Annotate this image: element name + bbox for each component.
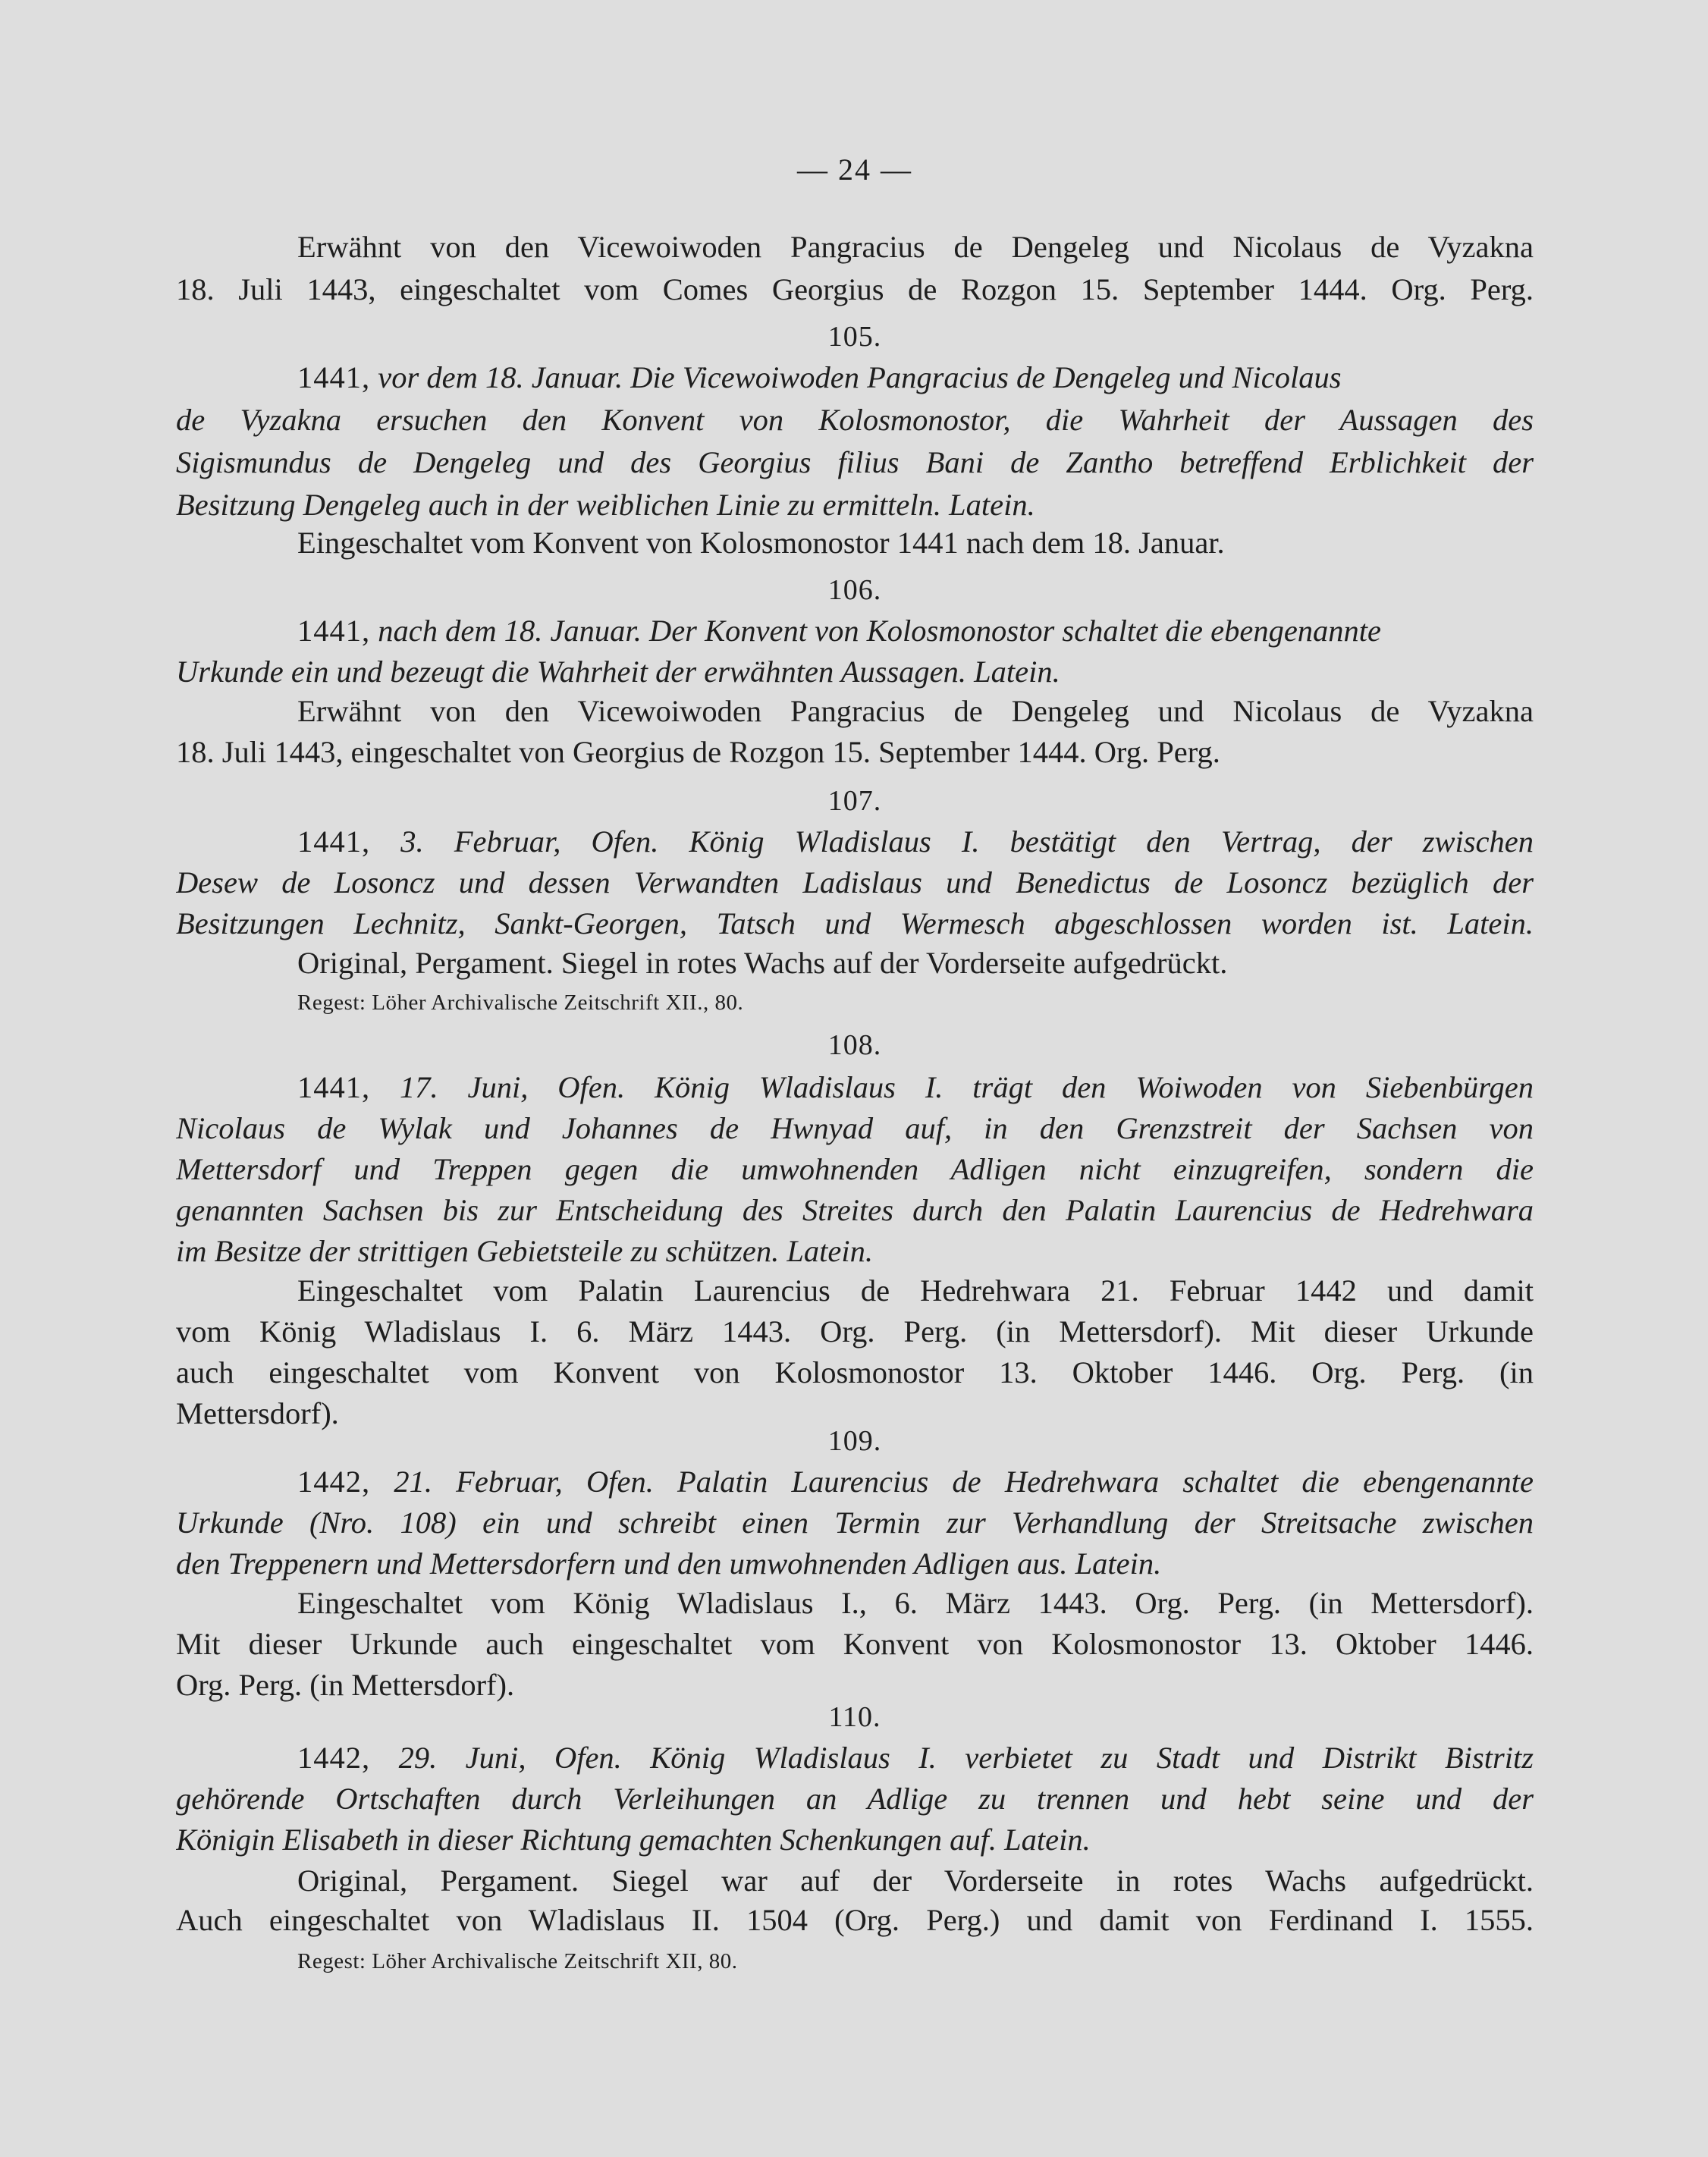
entry-summary-line: im Besitze der strittigen Gebietsteile zu schützen. Latein. <box>176 1234 874 1268</box>
entry-summary-start: Palatin Laurencius de Hedrehwara schaltet die ebengenannte <box>677 1465 1534 1499</box>
entry-number: 108. <box>827 1029 882 1061</box>
entry-year: 1441, <box>297 614 371 648</box>
entry-year: 1442, <box>297 1741 371 1775</box>
entry-note-line: 18. Juli 1443, eingeschaltet von Georgius de Rozgon 15. September 1444. Org. Perg. <box>176 735 1220 769</box>
entry-note-line: Auch eingeschaltet von Wladislaus II. 1504 (Org. Perg.) und damit von Ferdinand I. 1555. <box>176 1903 1534 1937</box>
entry-heading <box>297 822 1534 862</box>
entry-note-line: Eingeschaltet vom Konvent von Kolosmonostor 1441 nach dem 18. Januar. <box>297 526 1225 560</box>
entry-note-line: Erwähnt von den Vicewoiwoden Pangracius de Dengeleg und Nicolaus de Vyzakna <box>297 694 1534 728</box>
entry-date: vor dem 18. Januar. <box>378 360 623 394</box>
entry-note-line: Eingeschaltet vom König Wladislaus I., 6. März 1443. Org. Perg. (in Mettersdorf). <box>297 1586 1534 1620</box>
entry-summary-start: Die Vicewoiwoden Pangracius de Dengeleg und Nicolaus <box>630 360 1342 394</box>
entry-note-line: Mettersdorf). <box>176 1396 339 1430</box>
entry-note-line: Mit dieser Urkunde auch eingeschaltet vom Konvent von Kolosmonostor 13. Oktober 1446. <box>176 1627 1534 1661</box>
tail-line: Erwähnt von den Vicewoiwoden Pangracius de Dengeleg und Nicolaus de Vyzakna <box>297 230 1534 264</box>
entry-summary-line: Nicolaus de Wylak und Johannes de Hwnyad auf, in den Grenzstreit der Sachsen von <box>176 1111 1534 1145</box>
entry-date: 3. Februar, Ofen. <box>400 824 659 859</box>
entry-number: 110. <box>828 1701 881 1733</box>
regest-line: Regest: Löher Archivalische Zeitschrift XII., 80. <box>297 991 744 1015</box>
entry-note-line: vom König Wladislaus I. 6. März 1443. Org. Perg. (in Mettersdorf). Mit dieser Urkunde <box>176 1314 1534 1349</box>
entry-note-line: auch eingeschaltet vom Konvent von Kolosmonostor 13. Oktober 1446. Org. Perg. (in <box>176 1355 1534 1389</box>
entry-summary-start: König Wladislaus I. trägt den Woiwoden von Siebenbürgen <box>655 1070 1534 1104</box>
entry-summary-line: den Treppenern und Mettersdorfern und den umwohnenden Adligen aus. Latein. <box>176 1546 1162 1581</box>
entry-note-line: Original, Pergament. Siegel war auf der Vorderseite in rotes Wachs aufgedrückt. <box>297 1863 1534 1898</box>
entry-number: 109. <box>827 1425 882 1457</box>
entry-note-line: Original, Pergament. Siegel in rotes Wachs auf der Vorderseite aufgedrückt. <box>297 946 1228 980</box>
entry-summary-line: Sigismundus de Dengeleg und des Georgius filius Bani de Zantho betreffend Erblichkeit der <box>176 445 1534 479</box>
entry-summary-line: Urkunde (Nro. 108) ein und schreibt einen Termin zur Verhandlung der Streitsache zwischen <box>176 1506 1534 1540</box>
entry-year: 1441, <box>297 1070 371 1104</box>
entry-summary-line: Besitzungen Lechnitz, Sankt-Georgen, Tatsch und Wermesch abgeschlossen worden ist. Latein. <box>176 906 1534 940</box>
entry-date: 21. Februar, Ofen. <box>394 1465 654 1499</box>
entry-heading <box>297 1462 1534 1502</box>
entry-date: 17. Juni, Ofen. <box>400 1070 626 1104</box>
entry-summary-line: Mettersdorf und Treppen gegen die umwohnenden Adligen nicht einzugreifen, sondern die <box>176 1152 1534 1186</box>
entry-summary-start: König Wladislaus I. verbietet zu Stadt und Distrikt Bistritz <box>650 1741 1534 1775</box>
entry-summary-line: Königin Elisabeth in dieser Richtung gemachten Schenkungen auf. Latein. <box>176 1823 1091 1857</box>
entry-summary-line: genannten Sachsen bis zur Entscheidung des Streites durch den Palatin Laurencius de Hedrehwara <box>176 1193 1534 1227</box>
entry-year: 1441, <box>297 360 371 394</box>
entry-heading <box>297 1068 1534 1107</box>
page-number: — 24 — <box>797 152 912 187</box>
entry-year: 1442, <box>297 1465 371 1499</box>
entry-summary-line: Desew de Losoncz und dessen Verwandten Ladislaus und Benedictus de Losoncz bezüglich der <box>176 865 1534 900</box>
entry-year: 1441, <box>297 824 371 859</box>
entry-summary-line: de Vyzakna ersuchen den Konvent von Kolosmonostor, die Wahrheit der Aussagen des <box>176 403 1534 437</box>
entry-number: 107. <box>827 785 882 817</box>
entry-summary-start: König Wladislaus I. bestätigt den Vertrag, der zwischen <box>689 824 1534 859</box>
entry-number: 105. <box>827 321 882 353</box>
entry-heading <box>297 611 1534 651</box>
entry-heading <box>297 358 1534 397</box>
entry-date: nach dem 18. Januar. <box>378 614 642 648</box>
entry-note-line: Eingeschaltet vom Palatin Laurencius de Hedrehwara 21. Februar 1442 und damit <box>297 1273 1534 1308</box>
entry-heading <box>297 1738 1534 1778</box>
entry-date: 29. Juni, Ofen. <box>398 1741 622 1775</box>
entry-summary-line: gehörende Ortschaften durch Verleihungen an Adlige zu trennen und hebt seine und der <box>176 1782 1534 1816</box>
tail-line: 18. Juli 1443, eingeschaltet vom Comes Georgius de Rozgon 15. September 1444. Org. Perg. <box>176 272 1534 306</box>
entry-summary-start: Der Konvent von Kolosmonostor schaltet die ebengenannte <box>648 614 1382 648</box>
regest-line: Regest: Löher Archivalische Zeitschrift XII, 80. <box>297 1949 738 1973</box>
entry-summary-line: Urkunde ein und bezeugt die Wahrheit der erwähnten Aussagen. Latein. <box>176 655 1060 689</box>
entry-note-line: Org. Perg. (in Mettersdorf). <box>176 1668 515 1702</box>
entry-summary-line: Besitzung Dengeleg auch in der weiblichen Linie zu ermitteln. Latein. <box>176 488 1035 522</box>
entry-number: 106. <box>827 574 882 606</box>
